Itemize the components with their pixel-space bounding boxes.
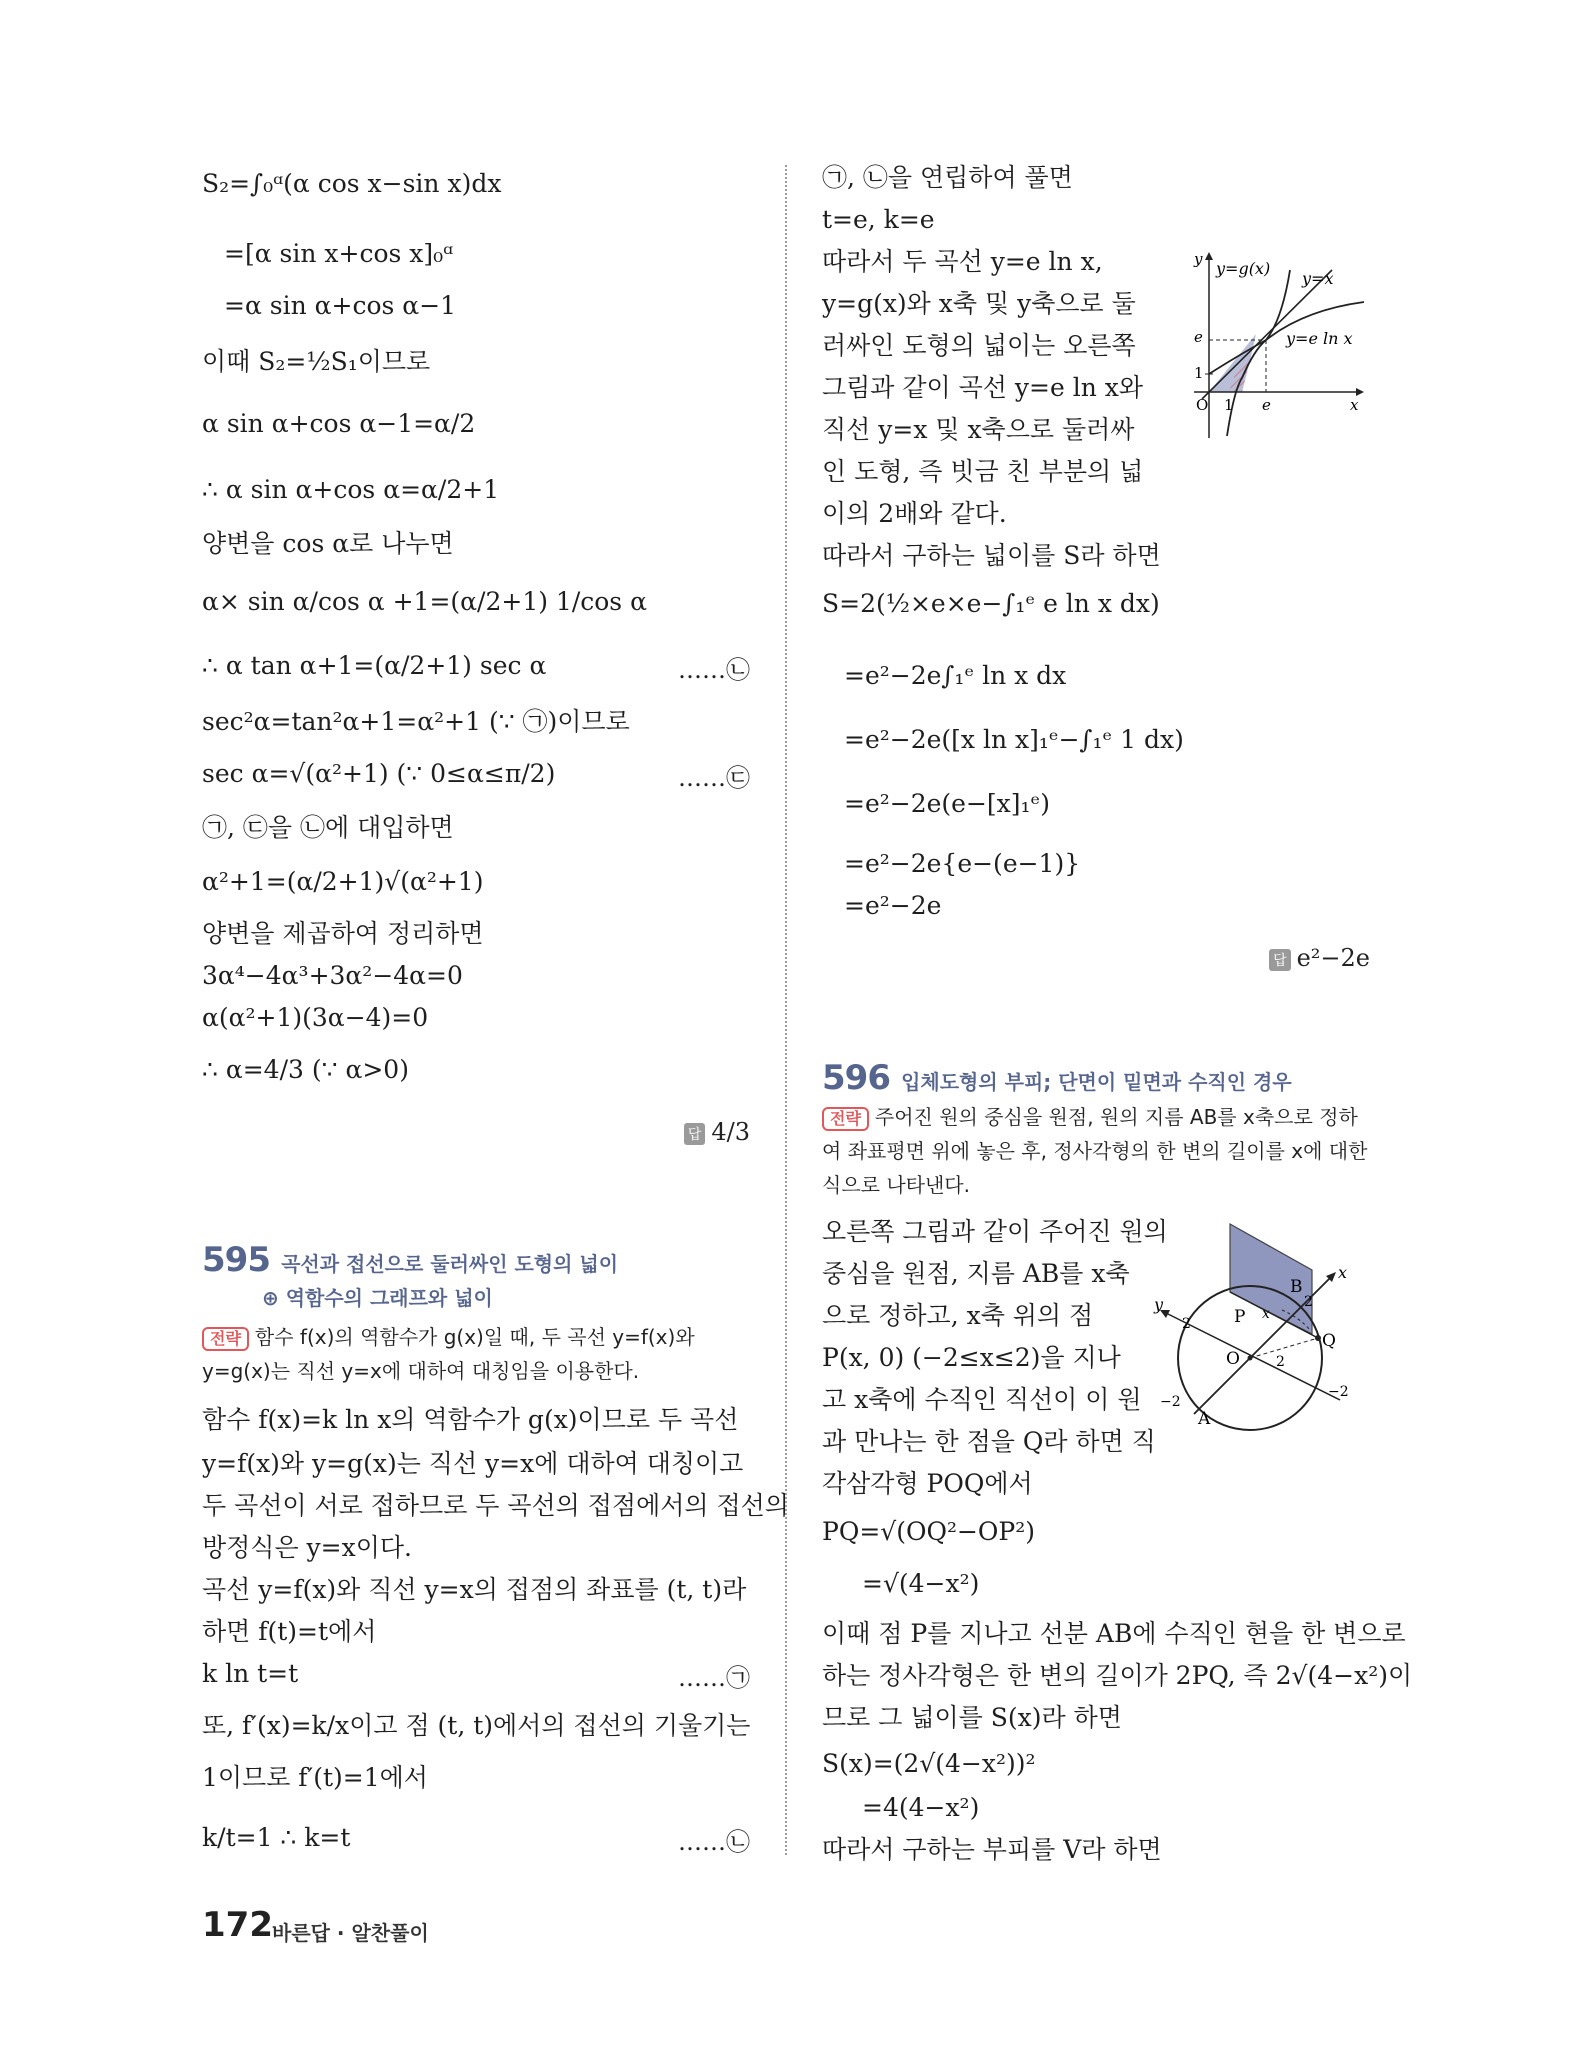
graph-label: e [1194,328,1203,346]
text-line: ㉠, ㉡을 연립하여 풀면 [822,163,1073,192]
problem-number: 596 [822,1058,890,1098]
text-line: 과 만나는 한 점을 Q라 하면 직 [822,1427,1156,1456]
eq-line: S₂=∫₀ᵅ(α cos x−sin x)dx [202,169,502,198]
eq-line: =e²−2e [844,891,942,920]
text-line: 두 곡선이 서로 접하므로 두 곡선의 접점에서의 접선의 [202,1491,789,1520]
log-curve-graph [1184,250,1370,440]
graph-label: e [1262,396,1271,414]
strategy-box [202,1320,750,1388]
problem-header [202,1240,618,1280]
eq-line: k/t=1 ∴ k=t [202,1823,351,1852]
text-line: 고 x축에 수직인 직선이 이 원 [822,1385,1142,1414]
graph-label: 1 [1194,364,1204,382]
eq-line: α sin α+cos α−1=α/2 [202,409,476,438]
eq-line: =α sin α+cos α−1 [224,291,457,320]
equation-mark: ……㉡ [678,656,750,684]
text-line: y=g(x)와 x축 및 y축으로 둘 [822,289,1136,318]
text-line: 오른쪽 그림과 같이 주어진 원의 [822,1217,1168,1246]
eq-line: α(α²+1)(3α−4)=0 [202,1003,429,1032]
eq-line: =e²−2e{e−(e−1)} [844,849,1081,878]
eq-line: ∴ α=4/3 (∵ α>0) [202,1055,409,1084]
eq-line: ∴ α sin α+cos α=α/2+1 [202,475,500,504]
problem-title: 곡선과 접선으로 둘러싸인 도형의 넓이 [281,1252,619,1276]
equation-mark: ……㉢ [678,764,750,792]
point-q [1315,1335,1321,1341]
answer-icon: 답 [684,1123,706,1145]
eq-line: =√(4−x²) [862,1569,980,1598]
eq-line: =4(4−x²) [862,1793,980,1822]
text-line: 그림과 같이 곡선 y=e ln x와 [822,373,1143,402]
eq-line: =e²−2e∫₁ᵉ ln x dx [844,661,1067,690]
text-line: 러싸인 도형의 넓이는 오른쪽 [822,331,1136,360]
eq-line: ∴ α tan α+1=(α/2+1) sec α [202,651,547,680]
eq-line: α²+1=(α/2+1)√(α²+1) [202,867,484,896]
x-axis-arrow [1356,388,1364,396]
diagram-label: x [1262,1306,1270,1322]
graph-label: y=e ln x [1286,329,1353,348]
answer-value: 4/3 [711,1118,750,1146]
text-line: 따라서 두 곡선 y=e ln x, [822,247,1103,276]
eq-line: sec²α=tan²α+1=α²+1 (∵ ㉠)이므로 [202,707,630,736]
text-line: 이때 S₂=½S₁이므로 [202,347,431,376]
page-number: 172 [202,1905,273,1945]
footer-title: 바른답 · 알찬풀이 [272,1921,429,1945]
text-line: 이의 2배와 같다. [822,499,1007,528]
eq-line: PQ=√(OQ²−OP²) [822,1517,1036,1546]
answer-icon: 답 [1269,949,1291,971]
text-line: 으로 정하고, x축 위의 점 [822,1301,1094,1330]
diagram-label: 2 [1182,1316,1191,1332]
answer [684,1118,750,1146]
text-line: 1이므로 f′(t)=1에서 [202,1763,428,1792]
text-line: ㉠, ㉢을 ㉡에 대입하면 [202,813,454,842]
diagram-label: Q [1322,1331,1336,1351]
point-o [1248,1356,1253,1361]
eq-line: k ln t=t [202,1659,299,1688]
text-line: 또, f′(x)=k/x이고 점 (t, t)에서의 접선의 기울기는 [202,1711,751,1740]
graph-label: 1 [1224,396,1234,414]
text-line: 곡선 y=f(x)와 직선 y=x의 접점의 좌표를 (t, t)라 [202,1575,747,1604]
eq-line: t=e, k=e [822,205,935,234]
equation-mark: ……㉡ [678,1828,750,1856]
text-line: 양변을 cos α로 나누면 [202,529,454,558]
diagram-label: 2 [1304,1294,1313,1310]
strategy-tag: 전략 [822,1107,869,1131]
answer-value: e²−2e [1296,944,1370,972]
problem-header [822,1058,1292,1098]
text-line: 각삼각형 POQ에서 [822,1469,1033,1498]
diagram-label: O [1226,1349,1240,1369]
diagram-label: x [1338,1263,1348,1282]
strategy-box [822,1100,1370,1202]
diagram-label: B [1290,1277,1303,1297]
diagram-label: −2 [1328,1384,1349,1400]
diagram-label: −2 [1160,1394,1181,1410]
graph-label: O [1196,396,1209,414]
problem-number: 595 [202,1240,270,1280]
eq-line: =[α sin x+cos x]₀ᵅ [224,239,454,268]
eq-line: S=2(½×e×e−∫₁ᵉ e ln x dx) [822,589,1160,618]
strategy-text: 함수 f(x)의 역함수가 g(x)일 때, 두 곡선 y=f(x)와 y=g(x)는 직선 y=x에 대하여 대칭임을 이용한다. [202,1325,695,1383]
text-line: 므로 그 넓이를 S(x)라 하면 [822,1703,1122,1732]
column-divider [785,165,787,1855]
diagram-label: 2 [1276,1354,1285,1370]
eq-line: α× sin α/cos α +1=(α/2+1) 1/cos α [202,587,647,616]
problem-subtitle: ⊕ 역함수의 그래프와 넓이 [262,1286,493,1310]
diagram-label: A [1198,1409,1211,1429]
text-line: 따라서 구하는 부피를 V라 하면 [822,1835,1162,1864]
eq-line: =e²−2e(e−[x]₁ᵉ) [844,789,1050,818]
text-line: 하면 f(t)=t에서 [202,1617,377,1646]
graph-label: y=g(x) [1216,259,1271,278]
problem-title: 입체도형의 부피; 단면이 밑면과 수직인 경우 [901,1070,1292,1094]
text-line: 이때 점 P를 지나고 선분 AB에 수직인 현을 한 변으로 [822,1619,1406,1648]
text-line: 함수 f(x)=k ln x의 역함수가 g(x)이므로 두 곡선 [202,1405,739,1434]
eq-line: S(x)=(2√(4−x²))² [822,1749,1036,1778]
diagram-label: P [1234,1307,1246,1327]
eq-line: 3α⁴−4α³+3α²−4α=0 [202,961,463,990]
text-line: 하는 정사각형은 한 변의 길이가 2PQ, 즉 2√(4−x²)이 [822,1661,1413,1690]
diagram-label: y [1154,1295,1164,1314]
y-axis-arrow [1205,252,1213,260]
text-line: 직선 y=x 및 x축으로 둘러싸 [822,415,1135,444]
eq-line: sec α=√(α²+1) (∵ 0≤α≤π/2) [202,759,556,788]
text-line: P(x, 0) (−2≤x≤2)을 지나 [822,1343,1121,1372]
text-line: 방정식은 y=x이다. [202,1533,412,1562]
text-line: 중심을 원점, 지름 AB를 x축 [822,1259,1130,1288]
eq-line: =e²−2e([x ln x]₁ᵉ−∫₁ᵉ 1 dx) [844,725,1184,754]
graph-label: y [1194,250,1203,268]
text-line: 인 도형, 즉 빗금 친 부분의 넓 [822,457,1144,486]
text-line: y=f(x)와 y=g(x)는 직선 y=x에 대하여 대칭이고 [202,1449,744,1478]
equation-mark: ……㉠ [678,1664,750,1692]
strategy-tag: 전략 [202,1327,249,1351]
text-line: 따라서 구하는 넓이를 S라 하면 [822,541,1161,570]
circle-cross-section-diagram [1150,1218,1370,1448]
answer [1269,944,1370,972]
strategy-text: 주어진 원의 중심을 원점, 원의 지름 AB를 x축으로 정하여 좌표평면 위에 놓은 후, 정사각형의 한 변의 길이를 x에 대한 식으로 나타낸다. [822,1105,1368,1197]
graph-label: y=x [1302,269,1334,288]
graph-label: x [1350,396,1359,414]
text-line: 양변을 제곱하여 정리하면 [202,919,484,948]
